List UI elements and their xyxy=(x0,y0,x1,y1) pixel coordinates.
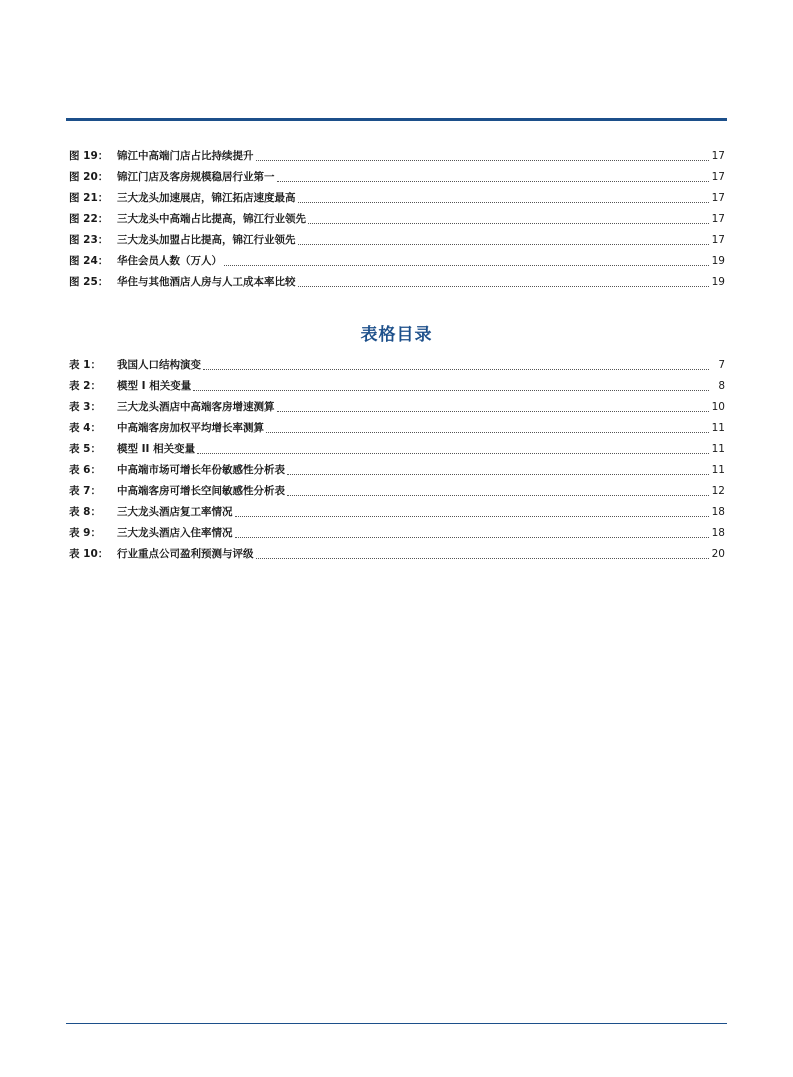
dot-leader xyxy=(287,473,709,475)
figure-entry[interactable] xyxy=(69,230,725,251)
dot-leader xyxy=(197,452,709,454)
table-page-number: 11 xyxy=(711,422,725,434)
dot-leader xyxy=(203,368,709,370)
dot-leader xyxy=(277,180,710,182)
table-entry[interactable] xyxy=(69,544,725,565)
figure-title: 锦江门店及客房规模稳居行业第一 xyxy=(117,171,275,183)
dot-leader xyxy=(298,201,710,203)
dot-leader xyxy=(235,515,710,517)
figure-entry[interactable] xyxy=(69,272,725,293)
table-label: 表 6： xyxy=(69,464,101,476)
figure-page-number: 17 xyxy=(711,192,725,204)
table-page-number: 11 xyxy=(711,443,725,455)
dot-leader xyxy=(224,264,709,266)
table-label: 表 4： xyxy=(69,422,101,434)
table-label: 表 5： xyxy=(69,443,101,455)
table-page-number: 12 xyxy=(711,485,725,497)
figure-title: 三大龙头加速展店，锦江拓店速度最高 xyxy=(117,192,296,204)
table-entry[interactable] xyxy=(69,460,725,481)
figure-page-number: 17 xyxy=(711,213,725,225)
table-entry[interactable] xyxy=(69,397,725,418)
figure-entry[interactable] xyxy=(69,251,725,272)
table-entry[interactable] xyxy=(69,355,725,376)
dot-leader xyxy=(287,494,709,496)
dot-leader xyxy=(235,536,710,538)
table-list xyxy=(69,355,725,565)
table-page-number: 18 xyxy=(711,527,725,539)
figure-page-number: 19 xyxy=(711,255,725,267)
table-entry[interactable] xyxy=(69,502,725,523)
header-rule xyxy=(66,118,727,121)
figure-title: 三大龙头中高端占比提高，锦江行业领先 xyxy=(117,213,306,225)
table-label: 表 1： xyxy=(69,359,101,371)
figure-page-number: 17 xyxy=(711,171,725,183)
figure-title: 锦江中高端门店占比持续提升 xyxy=(117,150,254,162)
table-title: 三大龙头酒店中高端客房增速测算 xyxy=(117,401,275,413)
table-label: 表 7： xyxy=(69,485,101,497)
figure-list xyxy=(69,146,725,293)
figure-title: 华住会员人数（万人） xyxy=(117,255,222,267)
table-entry[interactable] xyxy=(69,439,725,460)
table-label: 表 2： xyxy=(69,380,101,392)
figure-entry[interactable] xyxy=(69,209,725,230)
table-page-number: 10 xyxy=(711,401,725,413)
table-title: 中高端市场可增长年份敏感性分析表 xyxy=(117,464,285,476)
table-label: 表 3： xyxy=(69,401,101,413)
figure-page-number: 19 xyxy=(711,276,725,288)
table-title: 三大龙头酒店复工率情况 xyxy=(117,506,233,518)
figure-label: 图 25： xyxy=(69,276,109,288)
dot-leader xyxy=(266,431,709,433)
figure-entry[interactable] xyxy=(69,146,725,167)
table-title: 三大龙头酒店入住率情况 xyxy=(117,527,233,539)
figure-label: 图 21： xyxy=(69,192,109,204)
dot-leader xyxy=(308,222,709,224)
table-page-number: 20 xyxy=(711,548,725,560)
figure-title: 三大龙头加盟占比提高，锦江行业领先 xyxy=(117,234,296,246)
table-page-number: 8 xyxy=(718,380,725,392)
table-title: 模型 II 相关变量 xyxy=(117,443,196,455)
table-title: 模型 I 相关变量 xyxy=(117,380,192,392)
dot-leader xyxy=(298,285,710,287)
table-page-number: 18 xyxy=(711,506,725,518)
table-page-number: 7 xyxy=(718,359,725,371)
figure-entry[interactable] xyxy=(69,188,725,209)
dot-leader xyxy=(193,389,709,391)
table-entry[interactable] xyxy=(69,481,725,502)
figure-page-number: 17 xyxy=(711,150,725,162)
figure-entry[interactable] xyxy=(69,167,725,188)
table-title: 中高端客房可增长空间敏感性分析表 xyxy=(117,485,285,497)
table-label: 表 10： xyxy=(69,548,109,560)
table-entry[interactable] xyxy=(69,418,725,439)
figure-label: 图 22： xyxy=(69,213,109,225)
figure-page-number: 17 xyxy=(711,234,725,246)
dot-leader xyxy=(277,410,710,412)
table-title: 我国人口结构演变 xyxy=(117,359,201,371)
figure-label: 图 24： xyxy=(69,255,109,267)
table-page-number: 11 xyxy=(711,464,725,476)
dot-leader xyxy=(256,159,710,161)
figure-label: 图 23： xyxy=(69,234,109,246)
dot-leader xyxy=(256,557,710,559)
table-title: 中高端客房加权平均增长率测算 xyxy=(117,422,264,434)
table-entry[interactable] xyxy=(69,523,725,544)
tables-section-heading: 表格目录 xyxy=(360,325,433,345)
figure-label: 图 19： xyxy=(69,150,109,162)
table-entry[interactable] xyxy=(69,376,725,397)
footer-rule xyxy=(66,1023,727,1024)
table-label: 表 9： xyxy=(69,527,101,539)
figure-title: 华住与其他酒店人房与人工成本率比较 xyxy=(117,276,296,288)
figure-label: 图 20： xyxy=(69,171,109,183)
table-label: 表 8： xyxy=(69,506,101,518)
table-title: 行业重点公司盈利预测与评级 xyxy=(117,548,254,560)
dot-leader xyxy=(298,243,710,245)
